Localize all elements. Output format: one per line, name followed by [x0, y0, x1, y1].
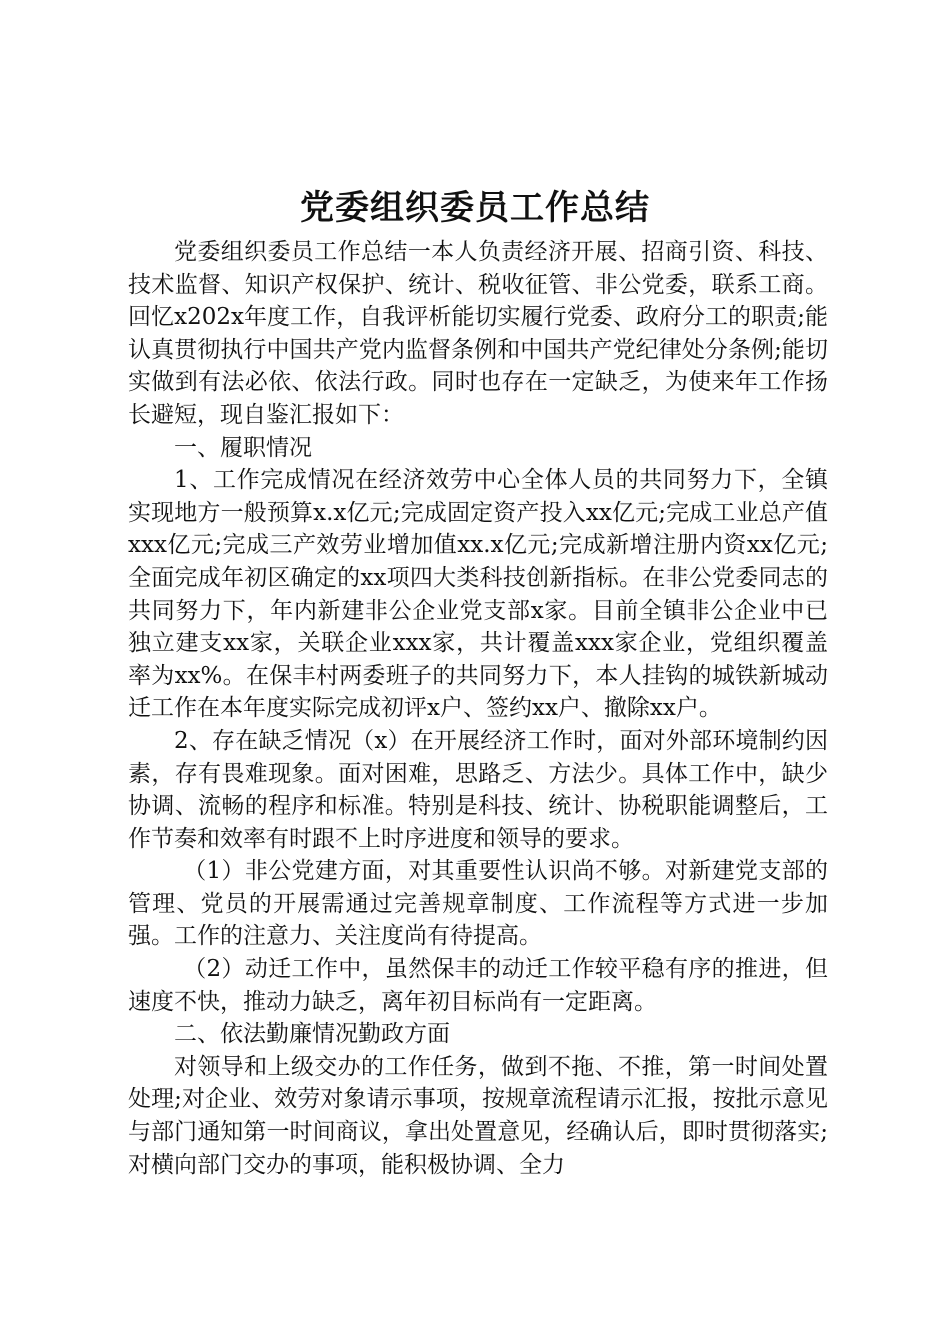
document-title: 党委组织委员工作总结 [300, 188, 650, 228]
paragraph-shortcomings: 2、存在缺乏情况（x）在开展经济工作时，面对外部环境制约因素，存有畏难现象。面对困难，思路乏、方法少。具体工作中，缺少协调、流畅的程序和标准。特别是科技、统计、协税职能调整后，工作节奏和效率有时跟不上时序进度和领导的要求。 [128, 727, 828, 852]
paragraph-relocation: （2）动迁工作中，虽然保丰的动迁工作较平稳有序的推进，但速度不快，推动力缺乏，离年初目标尚有一定距离。 [128, 956, 828, 1015]
paragraph-party-building: （1）非公党建方面，对其重要性认识尚不够。对新建党支部的管理、党员的开展需通过完善规章制度、工作流程等方式进一步加强。工作的注意力、关注度尚有待提高。 [128, 858, 828, 950]
section-heading-duty: 一、履职情况 [174, 434, 312, 461]
paragraph-intro: 党委组织委员工作总结一本人负责经济开展、招商引资、科技、技术监督、知识产权保护、统计、税收征管、非公党委，联系工商。回忆x202x年度工作，自我评析能切实履行党委、政府分工的职责;能认真贯彻执行中国共产党内监督条例和中国共产党纪律处分条例;能切实做到有法必依、依法行政。同时也存在一定缺乏，为使来年工作扬长避短，现自鉴汇报如下： [128, 239, 828, 428]
document-body [128, 236, 828, 1181]
paragraph-work-completion: 1、工作完成情况在经济效劳中心全体人员的共同努力下，全镇实现地方一般预算x.x亿元;完成固定资产投入xx亿元;完成工业总产值xxx亿元;完成三产效劳业增加值xx.x亿元;完成新增注册内资xx亿元;全面完成年初区确定的xx项四大类科技创新指标。在非公党委同志的共同努力下，年内新建非公企业党支部x家。目前全镇非公企业中已独立建支xx家，关联企业xxx家，共计覆盖xxx家企业，党组织覆盖率为xx%。在保丰村两委班子的共同努力下，本人挂钩的城铁新城动迁工作在本年度实际完成初评x户、签约xx户、撤除xx户。 [128, 467, 828, 722]
paragraph-diligence: 对领导和上级交办的工作任务，做到不拖、不推，第一时间处置处理;对企业、效劳对象请示事项，按规章流程请示汇报，按批示意见与部门通知第一时间商议，拿出处置意见，经确认后，即时贯彻落实;对横向部门交办的事项，能积极协调、全力 [128, 1053, 828, 1178]
section-heading-integrity: 二、依法勤廉情况勤政方面 [174, 1021, 450, 1048]
